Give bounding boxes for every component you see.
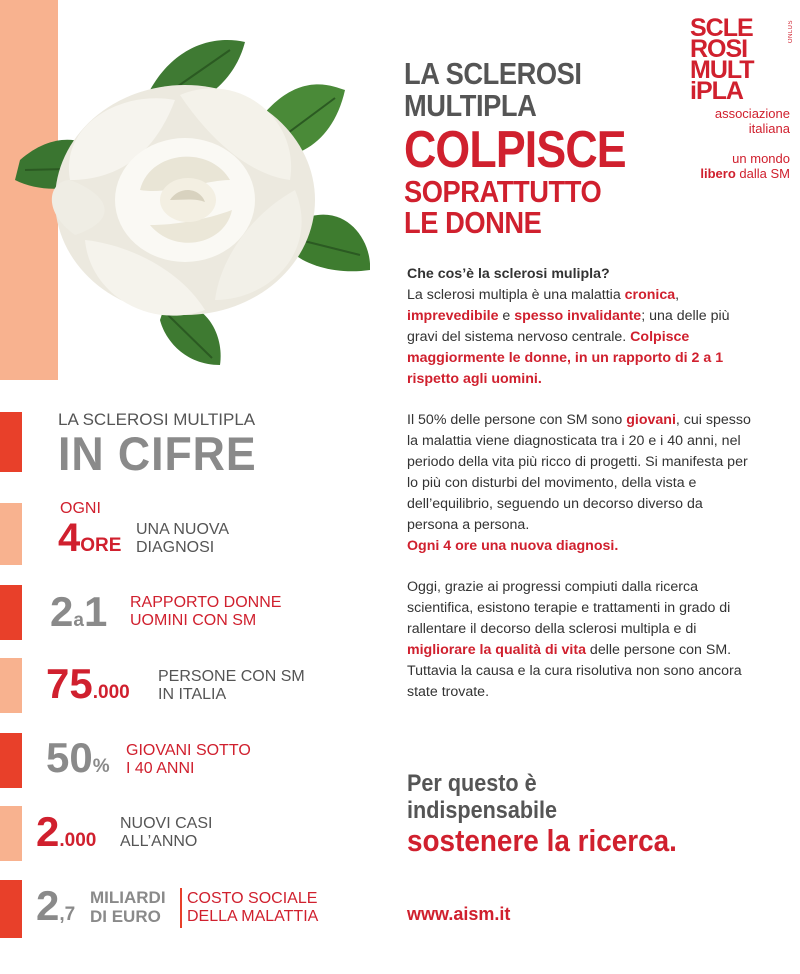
stat-6-label: COSTO SOCIALE DELLA MALATTIA xyxy=(187,890,319,925)
stat-6-unit: MILIARDI DI EURO xyxy=(90,888,166,926)
cta-line-3: sostenere la ricerca. xyxy=(407,823,677,858)
logo-line-4: iPLA xyxy=(690,77,743,105)
cifre-title: LA SCLEROSI MULTIPLA xyxy=(58,410,256,429)
stat-3-number: 75.000 xyxy=(46,660,130,707)
logo-tagline-1: un mondo xyxy=(732,151,790,166)
stat-bar-2 xyxy=(0,585,22,640)
stat-4-number: 50% xyxy=(46,734,110,781)
stat-6-divider xyxy=(180,888,182,928)
logo-line-2: ROSI xyxy=(690,35,748,63)
stat-4-label: GIOVANI SOTTO I 40 ANNI xyxy=(126,742,251,777)
stat-5-number: 2.000 xyxy=(36,808,97,855)
aism-logo[interactable] xyxy=(690,14,794,181)
stat-6-number: 2,7 xyxy=(36,882,76,929)
stat-1-pre: OGNI xyxy=(60,500,101,517)
logo-line-1: SCLE xyxy=(690,14,753,42)
stat-bar-4 xyxy=(0,733,22,788)
cta-line-2: indispensabile xyxy=(407,797,558,824)
stat-2-number: 2a1 xyxy=(50,588,108,635)
cifre-bar xyxy=(0,412,22,472)
stat-1-unit: ORE xyxy=(80,535,122,556)
headline-line-2: MULTIPLA xyxy=(404,88,537,123)
cifre-heading: IN CIFRE xyxy=(58,427,257,480)
logo-line-3: MULT xyxy=(690,56,754,84)
logo-tagline-2: libero dalla SM xyxy=(700,166,790,181)
stat-bar-3 xyxy=(0,658,22,713)
logo-subtitle-2: italiana xyxy=(748,121,790,136)
stat-2-label: RAPPORTO DONNE UOMINI CON SM xyxy=(130,594,282,629)
headline-line-5: LE DONNE xyxy=(404,205,542,240)
stat-1-number: 4 xyxy=(58,516,81,560)
gardenia-flower-image xyxy=(0,30,370,375)
body-text xyxy=(407,264,752,723)
headline-line-4: SOPRATTUTTO xyxy=(404,174,602,209)
question-heading: Che cos’è la sclerosi mulipla? xyxy=(407,266,610,282)
website-link[interactable]: www.aism.it xyxy=(407,904,511,924)
call-to-action xyxy=(407,770,767,858)
headline xyxy=(404,58,684,238)
stat-3-label: PERSONE CON SM IN ITALIA xyxy=(158,668,305,703)
paragraph-2: Il 50% delle persone con SM sono giovani, cui spesso la malattia viene diagnosticata tra i 20 e i 40 anni, nel periodo della vita più ricco di progetti. Si manifesta per lo più con disturbi del movimento, della vista e dell’equilibrio, seguendo un decorso diverso da persona a persona. Ogni 4 ore una nuova diagnosi. xyxy=(407,412,751,554)
paragraph-3: Oggi, grazie ai progressi compiuti dalla ricerca scientifica, esistono terapie e trattamenti in grado di rallentare il decorso della sclerosi multipla e di migliorare la qualità di vita delle persone con SM. Tuttavia la causa e la cura risolutiva non sono ancora state trovate. xyxy=(407,579,742,700)
stat-bar-6 xyxy=(0,880,22,938)
cta-line-1: Per questo è xyxy=(407,770,537,797)
stat-1-label: UNA NUOVA DIAGNOSI xyxy=(136,521,230,556)
stat-1 xyxy=(58,500,122,560)
logo-subtitle-1: associazione xyxy=(714,106,790,121)
paragraph-1: Che cos’è la sclerosi mulipla? La sclerosi multipla è una malattia cronica, imprevedibile e spesso invalidante; una delle più gravi del sistema nervoso centrale. Colpisce maggiormente le donne, in un rapporto di 2 a 1 rispetto agli uomini. xyxy=(407,264,752,390)
stat-bar-5 xyxy=(0,806,22,861)
stat-5-label: NUOVI CASI ALL’ANNO xyxy=(120,815,213,850)
headline-colpisce: COLPISCE xyxy=(404,121,626,179)
stat-bar-1 xyxy=(0,503,22,565)
logo-onlus: ONLUS xyxy=(788,20,794,44)
headline-line-1: LA SCLEROSI xyxy=(404,56,582,91)
